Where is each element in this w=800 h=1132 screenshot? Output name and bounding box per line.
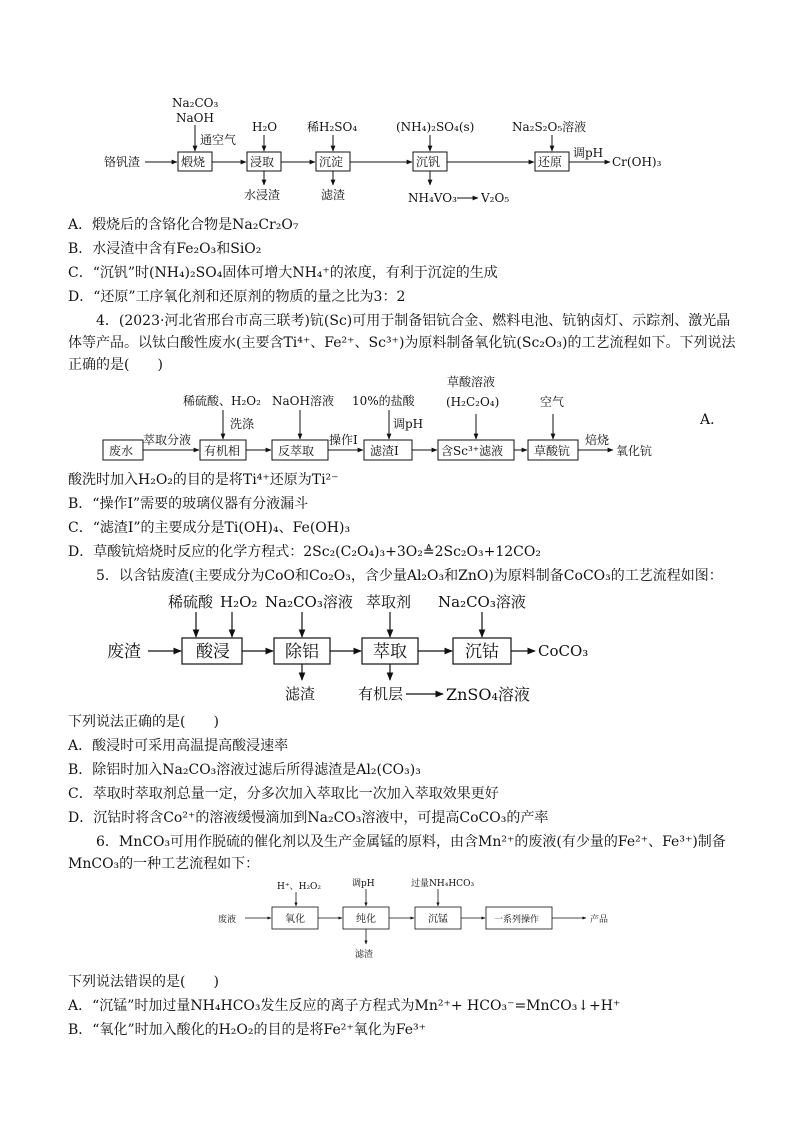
- flow2-step-organic: 有机相: [204, 444, 241, 458]
- flow2-reagent-naoh: NaOH溶液: [272, 394, 334, 408]
- flow1-adjust-ph: 调pH: [573, 146, 604, 160]
- flow1-reagent-na2co3: Na₂CO₃: [172, 96, 219, 110]
- flow4-input: 废液: [218, 915, 237, 925]
- flow2-input: 废水: [109, 444, 134, 458]
- flow4-out-residue: 滤渣: [355, 950, 374, 960]
- flow1-reagent-na2s2o5: Na₂S₂O₅溶液: [512, 120, 587, 134]
- flow1-reagent-h2so4: 稀H₂SO₄: [307, 120, 358, 134]
- flow4-reagent-h2o2: H⁺、H₂O₂: [277, 882, 322, 892]
- flow2-reagent-wash: 稀硫酸、H₂O₂: [183, 394, 261, 408]
- flow2-roast: 焙烧: [585, 433, 610, 447]
- flow1-out-nh4vo3: NH₄VO₃: [408, 191, 457, 205]
- flow3-step-acid-leach: 酸浸: [196, 642, 230, 662]
- flow1-step-calcine: 煅烧: [181, 155, 206, 169]
- flow1-step-precipitate: 沉淀: [319, 155, 344, 169]
- flow3-reagent-h2o2: H₂O₂: [220, 593, 258, 611]
- q5-option-d: D．沉钴时将含Co²⁺的溶液缓慢滴加到Na₂CO₃溶液中，可提高CoCO₃的产率: [68, 810, 549, 826]
- q6-stem-line2: MnCO₃的一种工艺流程如下：: [68, 856, 260, 872]
- q3-option-b: B．水浸渣中含有Fe₂O₃和SiO₂: [68, 241, 262, 257]
- flow3-out-organic: 有机层: [358, 685, 404, 703]
- flow3-out-residue: 滤渣: [285, 685, 316, 703]
- q5-question: 下列说法正确的是( ): [68, 714, 219, 730]
- flow1-reagent-naoh: NaOH: [176, 111, 214, 125]
- flow1-step-reduce: 还原: [538, 155, 563, 169]
- flow4-step-purify: 纯化: [356, 914, 376, 925]
- flow1-reagent-ammonium-sulfate: (NH₄)₂SO₄(s): [396, 120, 475, 134]
- q4-stem-line3: 正确的是( ): [68, 357, 163, 373]
- flow2-reagent-oxalic-formula: (H₂C₂O₄): [446, 395, 500, 409]
- q4-stem-line1: 4．(2023·河北省邢台市高三联考)钪(Sc)可用于制备铝钪合金、燃料电池、钪钠卤灯、示踪剂、激光晶: [96, 313, 731, 329]
- q3-option-a: A．煅烧后的含铬化合物是Na₂Cr₂O₇: [68, 217, 299, 233]
- flow2-extract: 萃取分液: [143, 433, 192, 447]
- q4-option-b: B．“操作Ⅰ”需要的玻璃仪器有分液漏斗: [68, 496, 309, 512]
- q4-option-a-text: 酸洗时加入H₂O₂的目的是将Ti⁴⁺还原为Ti²⁻: [68, 472, 339, 488]
- flow1-product: Cr(OH)₃: [612, 155, 662, 169]
- flow1-out-v2o5: V₂O₅: [481, 191, 510, 205]
- flow3-step-precip-co: 沉钴: [465, 642, 499, 662]
- q4-option-d: D．草酸钪焙烧时反应的化学方程式：2Sc₂(C₂O₄)₃+3O₂≜2Sc₂O₃+12CO₂: [68, 544, 541, 560]
- flow2-reagent-hcl: 10%的盐酸: [352, 394, 415, 408]
- flowchart-cobalt: [0, 592, 800, 706]
- q3-option-c: C．“沉钒”时(NH₄)₂SO₄固体可增大NH₄⁺的浓度，有利于沉淀的生成: [68, 265, 498, 281]
- flow3-step-remove-al: 除铝: [285, 642, 319, 662]
- q4-stem-line2: 体等产品。以钛白酸性废水(主要含Ti⁴⁺、Fe²⁺、Sc³⁺)为原料制备氧化钪(Sc₂O₃)的工艺流程如下。下列说法: [68, 335, 736, 351]
- flow1-out-leach-residue: 水浸渣: [244, 188, 281, 202]
- flow3-step-extract: 萃取: [373, 642, 407, 662]
- flow4-reagent-nh4hco3: 过量NH₄HCO₃: [411, 879, 475, 889]
- q5-option-a: A．酸浸时可采用高温提高酸浸速率: [68, 738, 289, 754]
- flow3-reagent-na2co3: Na₂CO₃溶液: [265, 593, 353, 611]
- flow1-out-filter-residue: 滤渣: [321, 188, 346, 202]
- q5-option-b: B．除铝时加入Na₂CO₃溶液过滤后所得滤渣是Al₂(CO₃)₃: [68, 762, 421, 778]
- flow3-reagent-extractant: 萃取剂: [366, 593, 412, 611]
- flow4-step-oxidize: 氧化: [285, 914, 305, 925]
- flow2-step-sc-filtrate: 含Sc³⁺滤液: [441, 444, 504, 458]
- q6-stem-line1: 6．MnCO₃可用作脱硫的催化剂以及生产金属锰的原料，由含Mn²⁺的废液(有少量的Fe²⁺、Fe³⁺)制备: [96, 834, 726, 850]
- q6-question: 下列说法错误的是( ): [68, 974, 219, 990]
- flow2-product: 氧化钪: [616, 444, 653, 458]
- flow1-step-leach: 浸取: [250, 155, 275, 169]
- flowchart-manganese: [0, 872, 800, 962]
- flow4-step-series: 一系列操作: [494, 915, 540, 925]
- flow3-out-znso4: ZnSO₄溶液: [446, 685, 530, 704]
- flow1-step-vanadium: 沉钒: [416, 155, 441, 169]
- flow2-step-filtrate: 滤渣Ⅰ: [370, 444, 399, 458]
- q6-option-a: A．“沉锰”时加过量NH₄HCO₃发生反应的离子方程式为Mn²⁺+ HCO₃⁻=MnCO₃↓+H⁺: [68, 998, 621, 1014]
- flow3-product: CoCO₃: [538, 642, 589, 660]
- flow4-step-precip-mn: 沉锰: [428, 914, 448, 925]
- flowchart-scandium: [0, 370, 800, 470]
- q5-stem: 5．以含钴废渣(主要成分为CoO和Co₂O₃，含少量Al₂O₃和ZnO)为原料制备CoCO₃的工艺流程如图：: [96, 568, 723, 584]
- q3-option-d: D．“还原”工序氧化剂和还原剂的物质的量之比为3：2: [68, 289, 406, 305]
- q5-option-c: C．萃取时萃取剂总量一定，分多次加入萃取比一次加入萃取效果更好: [68, 786, 499, 802]
- flow2-step-oxalate: 草酸钪: [534, 444, 571, 458]
- flow2-operation-1: 操作Ⅰ: [329, 433, 358, 447]
- flow1-reagent-water: H₂O: [252, 120, 278, 134]
- flow3-reagent-sulfuric: 稀硫酸: [168, 593, 214, 611]
- flow2-step-back-extract: 反萃取: [278, 444, 315, 458]
- flow3-reagent-na2co3-2: Na₂CO₃溶液: [438, 593, 526, 611]
- flow2-adjust-ph: 调pH: [393, 417, 424, 431]
- q6-option-b: B．“氧化”时加入酸化的H₂O₂的目的是将Fe²⁺氧化为Fe³⁺: [68, 1022, 426, 1038]
- flow2-wash: 洗涤: [230, 417, 255, 431]
- flow4-product: 产品: [590, 915, 609, 925]
- flow2-reagent-air: 空气: [540, 395, 565, 409]
- flowchart-chromium-vanadium: [0, 95, 800, 210]
- flow1-reagent-air: 通空气: [200, 133, 237, 147]
- flow4-reagent-ph: 调pH: [352, 879, 375, 889]
- flow2-reagent-oxalic: 草酸溶液: [447, 375, 496, 389]
- q4-option-a-label: A．: [700, 412, 725, 428]
- flow1-input: 铬钒渣: [104, 155, 141, 169]
- flow3-input: 废渣: [107, 642, 141, 662]
- q4-option-c: C．“滤渣Ⅰ”的主要成分是Ti(OH)₄、Fe(OH)₃: [68, 520, 351, 536]
